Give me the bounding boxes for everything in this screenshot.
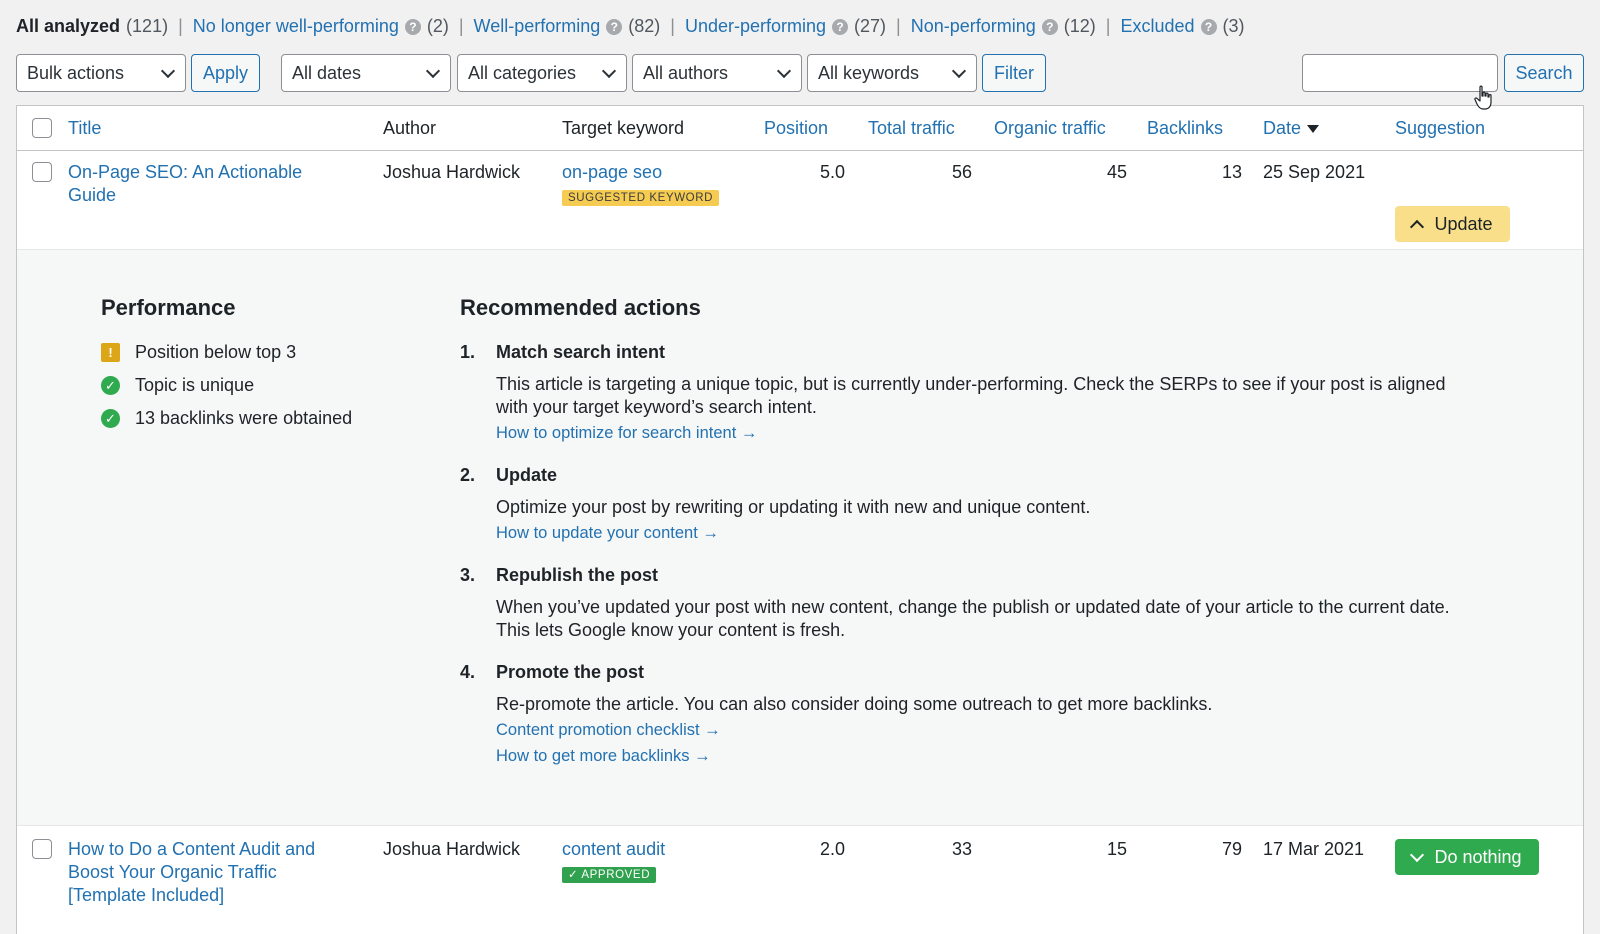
action-title: Promote the post xyxy=(496,662,645,682)
table-row xyxy=(17,827,1583,934)
help-icon[interactable]: ? xyxy=(1201,19,1217,35)
column-organic-traffic[interactable]: Organic traffic xyxy=(994,118,1106,138)
action-number: 2. xyxy=(460,465,476,485)
view-separator: | xyxy=(1105,16,1111,36)
action-title: Update xyxy=(496,465,558,485)
suggested-keyword-badge: SUGGESTED KEYWORD xyxy=(562,190,719,206)
view-label[interactable]: Non-performing xyxy=(910,16,1036,36)
backlinks-value: 79 xyxy=(1221,839,1242,859)
search-intent-link[interactable]: How to optimize for search intent → xyxy=(496,424,758,442)
view-no-longer-well-performing[interactable] xyxy=(193,16,449,37)
action-number: 3. xyxy=(460,565,476,585)
bulk-actions-select[interactable] xyxy=(16,54,186,92)
view-count: (3) xyxy=(1222,16,1245,36)
search-button[interactable]: Search xyxy=(1504,54,1584,92)
performance-item xyxy=(101,342,296,363)
dates-value: All dates xyxy=(292,62,362,83)
check-circle-icon: ✓ xyxy=(101,376,120,395)
author-name: Joshua Hardwick xyxy=(383,839,521,859)
action-number: 1. xyxy=(460,342,476,362)
description-line: When you’ve updated your post with new content, change the publish or updated date of your article to the current date. xyxy=(496,597,1450,617)
chevron-down-icon xyxy=(952,64,966,78)
description-line: This article is targeting a unique topic, but is currently under-performing. Check the SERPs to see if your post is aligned xyxy=(496,374,1446,394)
post-title-link[interactable] xyxy=(68,161,368,207)
organic-traffic-value: 15 xyxy=(1106,839,1127,859)
view-under-performing[interactable] xyxy=(685,16,886,37)
filter-button[interactable]: Filter xyxy=(982,54,1046,92)
column-position[interactable]: Position xyxy=(764,118,829,138)
action-description xyxy=(496,496,1476,519)
view-count: (82) xyxy=(628,16,661,36)
view-count: (2) xyxy=(426,16,449,36)
get-backlinks-link[interactable]: How to get more backlinks → xyxy=(496,747,711,765)
column-date[interactable] xyxy=(1263,118,1319,139)
row-checkbox[interactable] xyxy=(32,839,52,859)
update-suggestion-button[interactable] xyxy=(1395,206,1510,242)
update-label: Update xyxy=(1434,213,1493,234)
help-icon[interactable]: ? xyxy=(405,19,421,35)
table-row xyxy=(17,151,1583,249)
column-author: Author xyxy=(383,118,437,138)
view-label[interactable]: Well-performing xyxy=(473,16,601,36)
chevron-down-icon xyxy=(602,64,616,78)
help-icon[interactable]: ? xyxy=(606,19,622,35)
hand-pointer-cursor-icon xyxy=(1474,85,1494,111)
performance-text: 13 backlinks were obtained xyxy=(135,408,353,428)
view-separator: | xyxy=(670,16,675,36)
view-separator: | xyxy=(896,16,901,36)
action-title: Match search intent xyxy=(496,342,666,362)
posts-table xyxy=(16,105,1584,934)
authors-value: All authors xyxy=(643,62,729,83)
chevron-down-icon xyxy=(426,64,440,78)
post-title-line: Guide xyxy=(68,185,117,205)
chevron-down-icon xyxy=(777,64,791,78)
chevron-up-icon xyxy=(1410,220,1424,234)
sort-desc-icon xyxy=(1307,125,1319,133)
action-title: Republish the post xyxy=(496,565,658,585)
table-header xyxy=(17,106,1583,151)
action-description xyxy=(496,373,1476,419)
action-description xyxy=(496,693,1476,716)
apply-button[interactable]: Apply xyxy=(191,54,260,92)
recommendation-panel xyxy=(17,249,1583,826)
description-line: Optimize your post by rewriting or updating it with new and unique content. xyxy=(496,497,1091,517)
action-number: 4. xyxy=(460,662,476,682)
total-traffic-value: 56 xyxy=(951,162,972,182)
action-description xyxy=(496,596,1476,642)
date-value: 25 Sep 2021 xyxy=(1263,162,1366,182)
view-count: (121) xyxy=(126,16,169,36)
position-value: 2.0 xyxy=(819,839,845,859)
keyword-cell xyxy=(562,838,665,884)
description-line: with your target keyword’s search intent. xyxy=(496,397,817,417)
author-name: Joshua Hardwick xyxy=(383,162,521,182)
description-line: Re-promote the article. You can also consider doing some outreach to get more backlinks. xyxy=(496,694,1213,714)
view-count: (27) xyxy=(854,16,887,36)
view-separator: | xyxy=(458,16,464,36)
chevron-down-icon xyxy=(161,64,175,78)
post-title-link[interactable] xyxy=(68,838,368,907)
post-title-line: Boost Your Organic Traffic xyxy=(68,862,277,882)
categories-select[interactable] xyxy=(457,54,627,92)
view-label: All analyzed xyxy=(16,16,121,36)
performance-item xyxy=(101,408,352,429)
keywords-value: All keywords xyxy=(818,62,920,83)
help-icon[interactable]: ? xyxy=(832,19,848,35)
recommended-actions-heading: Recommended actions xyxy=(460,295,701,320)
backlinks-value: 13 xyxy=(1221,162,1242,182)
view-label[interactable]: Under-performing xyxy=(684,16,827,36)
description-line: This lets Google know your content is fresh. xyxy=(496,620,846,640)
do-nothing-suggestion-button[interactable] xyxy=(1395,839,1539,875)
select-all-checkbox[interactable] xyxy=(32,118,52,138)
performance-text: Position below top 3 xyxy=(135,342,297,362)
post-title-line: [Template Included] xyxy=(68,885,225,905)
approved-badge: ✓ APPROVED xyxy=(562,867,656,883)
post-title-line: How to Do a Content Audit and xyxy=(68,839,316,859)
column-suggestion[interactable]: Suggestion xyxy=(1395,118,1486,138)
keywords-select[interactable] xyxy=(807,54,977,92)
chevron-down-icon xyxy=(1410,848,1424,862)
view-count: (12) xyxy=(1063,16,1096,36)
column-target-keyword: Target keyword xyxy=(562,118,685,138)
organic-traffic-value: 45 xyxy=(1106,162,1127,182)
check-circle-icon: ✓ xyxy=(101,409,120,428)
column-title[interactable]: Title xyxy=(68,118,102,138)
position-value: 5.0 xyxy=(819,162,845,182)
row-checkbox[interactable] xyxy=(32,162,52,182)
content-promotion-link[interactable]: Content promotion checklist → xyxy=(496,721,721,739)
view-excluded[interactable] xyxy=(1120,16,1244,37)
view-separator: | xyxy=(178,16,183,36)
post-title-line: On-Page SEO: An Actionable xyxy=(68,162,303,182)
warning-icon: ! xyxy=(101,343,120,362)
view-non-performing[interactable] xyxy=(911,16,1096,37)
view-label[interactable]: No longer well-performing xyxy=(192,16,399,36)
help-icon[interactable]: ? xyxy=(1042,19,1058,35)
keyword-link[interactable]: on-page seo xyxy=(562,162,663,182)
update-content-link[interactable]: How to update your content → xyxy=(496,524,719,542)
column-backlinks[interactable]: Backlinks xyxy=(1147,118,1224,138)
view-label[interactable]: Excluded xyxy=(1120,16,1195,36)
performance-text: Topic is unique xyxy=(135,375,255,395)
view-well-performing[interactable] xyxy=(474,16,661,37)
dates-select[interactable] xyxy=(281,54,451,92)
status-views xyxy=(16,16,1245,37)
column-total-traffic[interactable]: Total traffic xyxy=(868,118,955,138)
performance-heading: Performance xyxy=(101,295,236,320)
bulk-actions-value: Bulk actions xyxy=(27,62,125,83)
do-nothing-label: Do nothing xyxy=(1434,846,1522,867)
view-all-analyzed[interactable] xyxy=(16,16,168,37)
search-input[interactable] xyxy=(1302,54,1498,92)
performance-item xyxy=(101,375,254,396)
keyword-link[interactable]: content audit xyxy=(562,839,666,859)
column-date-label: Date xyxy=(1263,118,1302,138)
total-traffic-value: 33 xyxy=(951,839,972,859)
date-value: 17 Mar 2021 xyxy=(1263,839,1365,859)
categories-value: All categories xyxy=(468,62,577,83)
keyword-cell xyxy=(562,161,719,207)
authors-select[interactable] xyxy=(632,54,802,92)
